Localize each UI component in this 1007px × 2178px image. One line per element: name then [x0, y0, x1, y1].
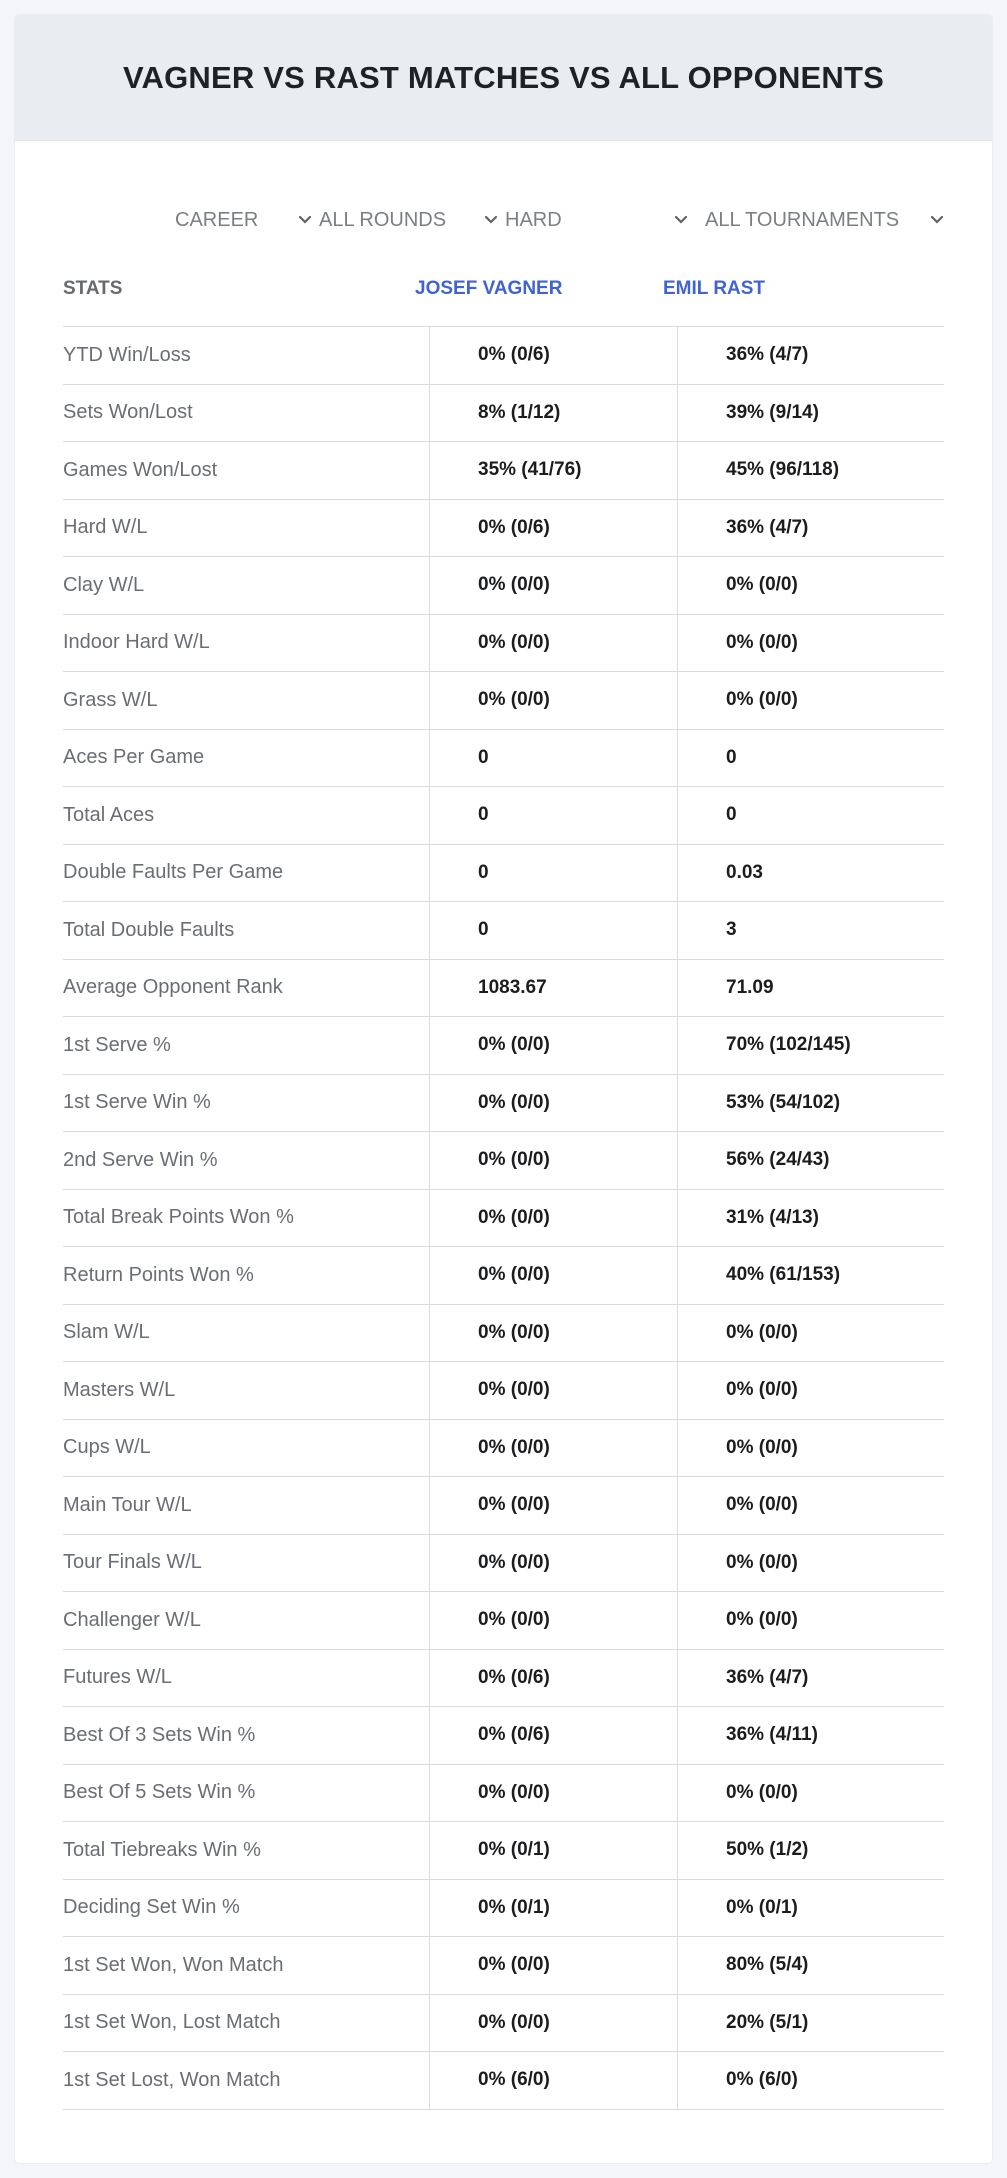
stat-label: Best Of 3 Sets Win %: [63, 1723, 256, 1746]
player1-value: 0% (0/0): [478, 1954, 550, 1976]
column-divider: [677, 1592, 678, 1649]
player1-value: 0% (0/0): [478, 1149, 550, 1171]
player1-value: 0% (0/0): [478, 1321, 550, 1343]
table-row: [63, 1132, 944, 1190]
table-row: [63, 615, 944, 673]
table-row: [63, 1822, 944, 1880]
page-title: VAGNER VS RAST MATCHES VS ALL OPPONENTS: [122, 59, 885, 95]
column-divider: [429, 1822, 430, 1879]
surface-select-label: HARD: [505, 208, 562, 231]
table-row: [63, 902, 944, 960]
stat-label: Sets Won/Lost: [63, 401, 193, 424]
stat-label: Futures W/L: [63, 1666, 172, 1689]
player1-value: 0% (0/0): [478, 1494, 550, 1516]
player2-value: 0% (0/0): [726, 1321, 798, 1343]
player1-value: 1083.67: [478, 976, 547, 998]
player2-link[interactable]: EMIL RAST: [663, 278, 766, 299]
column-divider: [677, 672, 678, 729]
table-row: [63, 2052, 944, 2110]
player1-link[interactable]: JOSEF VAGNER: [415, 278, 563, 299]
column-divider: [677, 1075, 678, 1132]
column-divider: [429, 1995, 430, 2052]
player2-value: 31% (4/13): [726, 1206, 819, 1228]
column-divider: [429, 845, 430, 902]
stat-label: Hard W/L: [63, 516, 148, 539]
chevron-down-icon: [295, 210, 315, 230]
table-row: [63, 557, 944, 615]
column-divider: [429, 960, 430, 1017]
column-divider: [677, 1995, 678, 2052]
column-divider: [429, 730, 430, 787]
column-divider: [677, 1305, 678, 1362]
player2-value: 53% (54/102): [726, 1091, 841, 1113]
table-body: [63, 327, 944, 2110]
table-header: [63, 258, 944, 327]
player2-value: 36% (4/7): [726, 1666, 809, 1688]
stats-card: [15, 15, 992, 2163]
column-divider: [677, 500, 678, 557]
player1-value: 0: [478, 919, 489, 941]
column-divider: [677, 1247, 678, 1304]
column-divider: [677, 327, 678, 384]
column-divider: [429, 1305, 430, 1362]
player1-value: 0% (0/6): [478, 516, 550, 538]
career-select[interactable]: [175, 204, 315, 236]
table-row: [63, 327, 944, 385]
stat-label: Challenger W/L: [63, 1608, 201, 1631]
player2-value: 3: [726, 919, 737, 941]
column-divider: [429, 2052, 430, 2109]
tournaments-select-label: ALL TOURNAMENTS: [705, 208, 900, 231]
column-divider: [677, 1880, 678, 1937]
player1-value: 0% (0/0): [478, 1609, 550, 1631]
stat-label: Grass W/L: [63, 688, 158, 711]
stat-label: Total Break Points Won %: [63, 1206, 294, 1229]
column-divider: [677, 557, 678, 614]
player2-value: 0: [726, 746, 737, 768]
column-divider: [677, 787, 678, 844]
player1-value: 0: [478, 861, 489, 883]
stat-label: Total Double Faults: [63, 918, 235, 941]
table-row: [63, 1420, 944, 1478]
column-divider: [429, 1017, 430, 1074]
table-row: [63, 1075, 944, 1133]
stat-label: Masters W/L: [63, 1378, 176, 1401]
player1-value: 0% (0/0): [478, 631, 550, 653]
stat-label: Aces Per Game: [63, 746, 205, 769]
player1-value: 35% (41/76): [478, 459, 582, 481]
column-divider: [429, 1477, 430, 1534]
column-divider: [677, 1477, 678, 1534]
stat-label: Main Tour W/L: [63, 1493, 192, 1516]
stat-label: Clay W/L: [63, 573, 145, 596]
stat-label: Cups W/L: [63, 1436, 151, 1459]
player2-value: 70% (102/145): [726, 1034, 851, 1056]
player2-value: 0% (0/0): [726, 1379, 798, 1401]
table-row: [63, 1477, 944, 1535]
table-row: [63, 442, 944, 500]
stat-label: 1st Set Won, Won Match: [63, 1953, 284, 1976]
player1-value: 0% (0/6): [478, 1666, 550, 1688]
player1-value: 0% (0/0): [478, 1206, 550, 1228]
column-divider: [677, 1765, 678, 1822]
player1-value: 0% (0/0): [478, 574, 550, 596]
column-divider: [677, 902, 678, 959]
column-divider: [677, 1650, 678, 1707]
player1-value: 0% (0/6): [478, 344, 550, 366]
player2-value: 0: [726, 804, 737, 826]
stat-label: Tour Finals W/L: [63, 1551, 202, 1574]
player2-value: 36% (4/7): [726, 516, 809, 538]
column-divider: [677, 960, 678, 1017]
column-divider: [429, 385, 430, 442]
column-divider: [677, 442, 678, 499]
column-divider: [429, 1362, 430, 1419]
column-divider: [429, 500, 430, 557]
column-divider: [677, 1420, 678, 1477]
table-row: [63, 385, 944, 443]
column-divider: [677, 2052, 678, 2109]
stat-label: 1st Serve %: [63, 1033, 171, 1056]
player1-value: 8% (1/12): [478, 401, 561, 423]
column-divider: [429, 1075, 430, 1132]
player1-value: 0% (0/1): [478, 1839, 550, 1861]
player2-value: 0% (0/0): [726, 1494, 798, 1516]
player1-value: 0% (0/0): [478, 1264, 550, 1286]
player1-value: 0% (0/0): [478, 1551, 550, 1573]
column-divider: [429, 327, 430, 384]
column-divider: [677, 1822, 678, 1879]
table-row: [63, 787, 944, 845]
player2-value: 50% (1/2): [726, 1839, 809, 1861]
player1-value: 0% (0/0): [478, 1436, 550, 1458]
column-divider: [429, 1937, 430, 1994]
player1-value: 0% (0/6): [478, 1724, 550, 1746]
column-divider: [429, 1535, 430, 1592]
rounds-select[interactable]: [319, 204, 501, 236]
table-row: [63, 1650, 944, 1708]
player1-value: 0: [478, 804, 489, 826]
column-divider: [429, 672, 430, 729]
column-divider: [429, 1190, 430, 1247]
player1-value: 0: [478, 746, 489, 768]
chevron-down-icon: [481, 210, 501, 230]
stat-label: Double Faults Per Game: [63, 861, 284, 884]
player1-value: 0% (0/1): [478, 1896, 550, 1918]
career-select-label: CAREER: [175, 208, 259, 231]
column-divider: [429, 787, 430, 844]
player2-value: 40% (61/153): [726, 1264, 841, 1286]
column-divider: [677, 1362, 678, 1419]
column-divider: [677, 1707, 678, 1764]
table-row: [63, 845, 944, 903]
table-row: [63, 1017, 944, 1075]
column-divider: [677, 1017, 678, 1074]
chevron-down-icon: [671, 210, 691, 230]
table-row: [63, 1707, 944, 1765]
player2-value: 20% (5/1): [726, 2011, 809, 2033]
column-divider: [429, 902, 430, 959]
column-divider: [429, 1420, 430, 1477]
table-row: [63, 960, 944, 1018]
stat-label: Games Won/Lost: [63, 458, 218, 481]
player1-value: 0% (0/0): [478, 1091, 550, 1113]
player2-value: 0.03: [726, 861, 763, 883]
column-divider: [429, 1650, 430, 1707]
chevron-down-icon: [927, 210, 947, 230]
stats-column-header: STATS: [63, 278, 123, 299]
player1-value: 0% (6/0): [478, 2069, 550, 2091]
player2-value: 45% (96/118): [726, 459, 840, 481]
column-divider: [429, 1765, 430, 1822]
player2-value: 56% (24/43): [726, 1149, 830, 1171]
column-divider: [677, 615, 678, 672]
player2-value: 39% (9/14): [726, 401, 819, 423]
card-header: [15, 15, 992, 141]
stat-label: 2nd Serve Win %: [63, 1148, 218, 1171]
stat-label: Total Tiebreaks Win %: [63, 1838, 261, 1861]
table-row: [63, 672, 944, 730]
table-row: [63, 1765, 944, 1823]
surface-select[interactable]: [505, 204, 691, 236]
stats-table: [63, 258, 944, 2110]
stat-label: Indoor Hard W/L: [63, 631, 210, 654]
player2-value: 71.09: [726, 976, 774, 998]
column-divider: [429, 615, 430, 672]
column-divider: [677, 1190, 678, 1247]
column-divider: [429, 557, 430, 614]
player2-value: 0% (0/0): [726, 574, 798, 596]
column-divider: [677, 385, 678, 442]
table-row: [63, 1247, 944, 1305]
stat-label: Return Points Won %: [63, 1263, 254, 1286]
table-row: [63, 1937, 944, 1995]
stat-label: Best Of 5 Sets Win %: [63, 1781, 256, 1804]
column-divider: [429, 442, 430, 499]
column-divider: [677, 730, 678, 787]
column-divider: [429, 1132, 430, 1189]
tournaments-select[interactable]: [705, 204, 947, 236]
player2-value: 0% (6/0): [726, 2069, 798, 2091]
player2-value: 0% (0/0): [726, 1436, 798, 1458]
player1-value: 0% (0/0): [478, 689, 550, 711]
table-row: [63, 1190, 944, 1248]
table-row: [63, 1995, 944, 2053]
table-row: [63, 1880, 944, 1938]
table-row: [63, 1592, 944, 1650]
player2-value: 36% (4/7): [726, 344, 809, 366]
player2-value: 0% (0/0): [726, 1609, 798, 1631]
stat-label: Slam W/L: [63, 1321, 150, 1344]
stat-label: 1st Set Won, Lost Match: [63, 2011, 281, 2034]
player2-value: 36% (4/11): [726, 1724, 818, 1746]
table-row: [63, 1362, 944, 1420]
stat-label: Deciding Set Win %: [63, 1896, 240, 1919]
table-row: [63, 730, 944, 788]
player2-value: 0% (0/0): [726, 1551, 798, 1573]
rounds-select-label: ALL ROUNDS: [319, 208, 447, 231]
column-divider: [677, 1937, 678, 1994]
player2-value: 0% (0/1): [726, 1896, 798, 1918]
column-divider: [677, 1535, 678, 1592]
column-divider: [429, 1592, 430, 1649]
table-row: [63, 500, 944, 558]
stat-label: YTD Win/Loss: [63, 343, 191, 366]
column-divider: [429, 1707, 430, 1764]
player2-value: 0% (0/0): [726, 1781, 798, 1803]
stat-label: 1st Set Lost, Won Match: [63, 2068, 281, 2091]
column-divider: [429, 1247, 430, 1304]
filter-bar: [15, 190, 992, 250]
player2-value: 0% (0/0): [726, 689, 798, 711]
player1-value: 0% (0/0): [478, 1034, 550, 1056]
stat-label: Total Aces: [63, 803, 155, 826]
column-divider: [429, 1880, 430, 1937]
player2-value: 0% (0/0): [726, 631, 798, 653]
player2-value: 80% (5/4): [726, 1954, 809, 1976]
column-divider: [677, 845, 678, 902]
column-divider: [677, 1132, 678, 1189]
table-row: [63, 1535, 944, 1593]
stat-label: Average Opponent Rank: [63, 976, 283, 999]
stat-label: 1st Serve Win %: [63, 1091, 211, 1114]
player1-value: 0% (0/0): [478, 1379, 550, 1401]
player1-value: 0% (0/0): [478, 2011, 550, 2033]
table-row: [63, 1305, 944, 1363]
player1-value: 0% (0/0): [478, 1781, 550, 1803]
